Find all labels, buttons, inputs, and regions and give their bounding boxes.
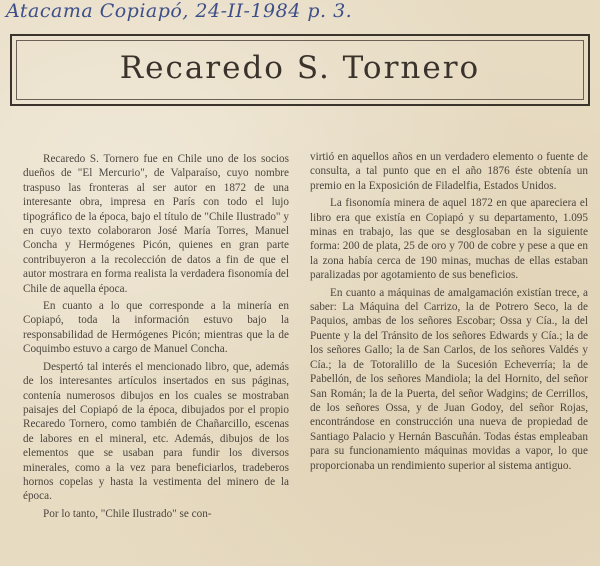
handwritten-source-note: Atacama Copiapó, 24-II-1984 p. 3. [6, 0, 353, 22]
paragraph: En cuanto a máquinas de amalgamación existían trece, a saber: La Máquina del Carrizo, la de Potrero Seco, la de Paquios, ambas de los señores Escobar; Ossa y Cía., la del Puente y la del Tránsito de los señores Edwards y Cía.; la de los señores Gallo; la de San Carlos, de los señores Valdés y Cía.; la de Totoralillo de la Sucesión Echeverría; la de Pabellón, de los señores Mandiola; la del Hornito, del señor San Román; la de la Puerta, del señor Wadgins; de Cerrillos, de los señores Ossa, y de Juan Godoy, del señor Rojas, encontrándose en construcción una nueva de propiedad de Santiago Palacio y Hernán Bascuñán. Todas éstas empleaban para su funcionamiento máquinas movidas a vapor, lo que proporcionaba un rendimiento superior al sistema antiguo. [310, 286, 588, 472]
paragraph: Despertó tal interés el mencionado libro, que, además de los interesantes artículos insertados en sus páginas, contenía numerosos dibujos en los cuales se mostraban paisajes del Copiapó de la época, dibujados por el propio Recaredo Tornero, como también de Chañarcillo, escenas de labores en el mineral, etc. Además, dibujos de los elementos que se usaban para fundir los diversos minerales, como a la vez para beneficiarlos, tradeberos hornos copelas y hasta la vestimenta del minero de la época. [23, 360, 289, 503]
paragraph: Recaredo S. Tornero fue en Chile uno de los socios dueños de "El Mercurio", de Valparaíso, cuyo nombre traspuso las fronteras al ser autor en 1872 de una interesante obra, impresa en París con todo el lujo tipográfico de la época, bajo el título de "Chile Ilustrado" y en cuyo texto colaboraron José María Torres, Manuel Concha y Hermógenes Picón, quienes en gran parte contribuyeron a la recolección de datos a fin de que el autor mostrara en forma realista la verdadera fisonomía del Chile de aquella época. [23, 153, 289, 295]
paragraph: Por lo tanto, "Chile Ilustrado" se con- [43, 507, 212, 520]
article-title: Recaredo S. Tornero [119, 50, 481, 86]
article-column-right [310, 150, 588, 473]
paragraph: En cuanto a lo que corresponde a la minería en Copiapó, toda la información estuvo bajo la responsabilidad de Hermógenes Picón; mientras que la de Coquimbo estuvo a cargo de Manuel Concha. [23, 300, 289, 356]
article-column-left [23, 152, 289, 521]
paragraph: La fisonomía minera de aquel 1872 en que apareciera el libro era que existía en Copiapó y su departamento, 1.095 minas en trabajo, las que se desglosaban en la siguiente forma: 200 de plata, 25 de oro y 700 de cobre y pese a que en la zona había cerca de 190 minas, muchas de ellas estaban paralizadas por agotamiento de sus beneficios. [310, 197, 588, 282]
paragraph: virtió en aquellos años en un verdadero elemento o fuente de consulta, a tal punto que en el año 1876 éste obtenía un premio en la Exposición de Filadelfia, Estados Unidos. [310, 151, 588, 192]
